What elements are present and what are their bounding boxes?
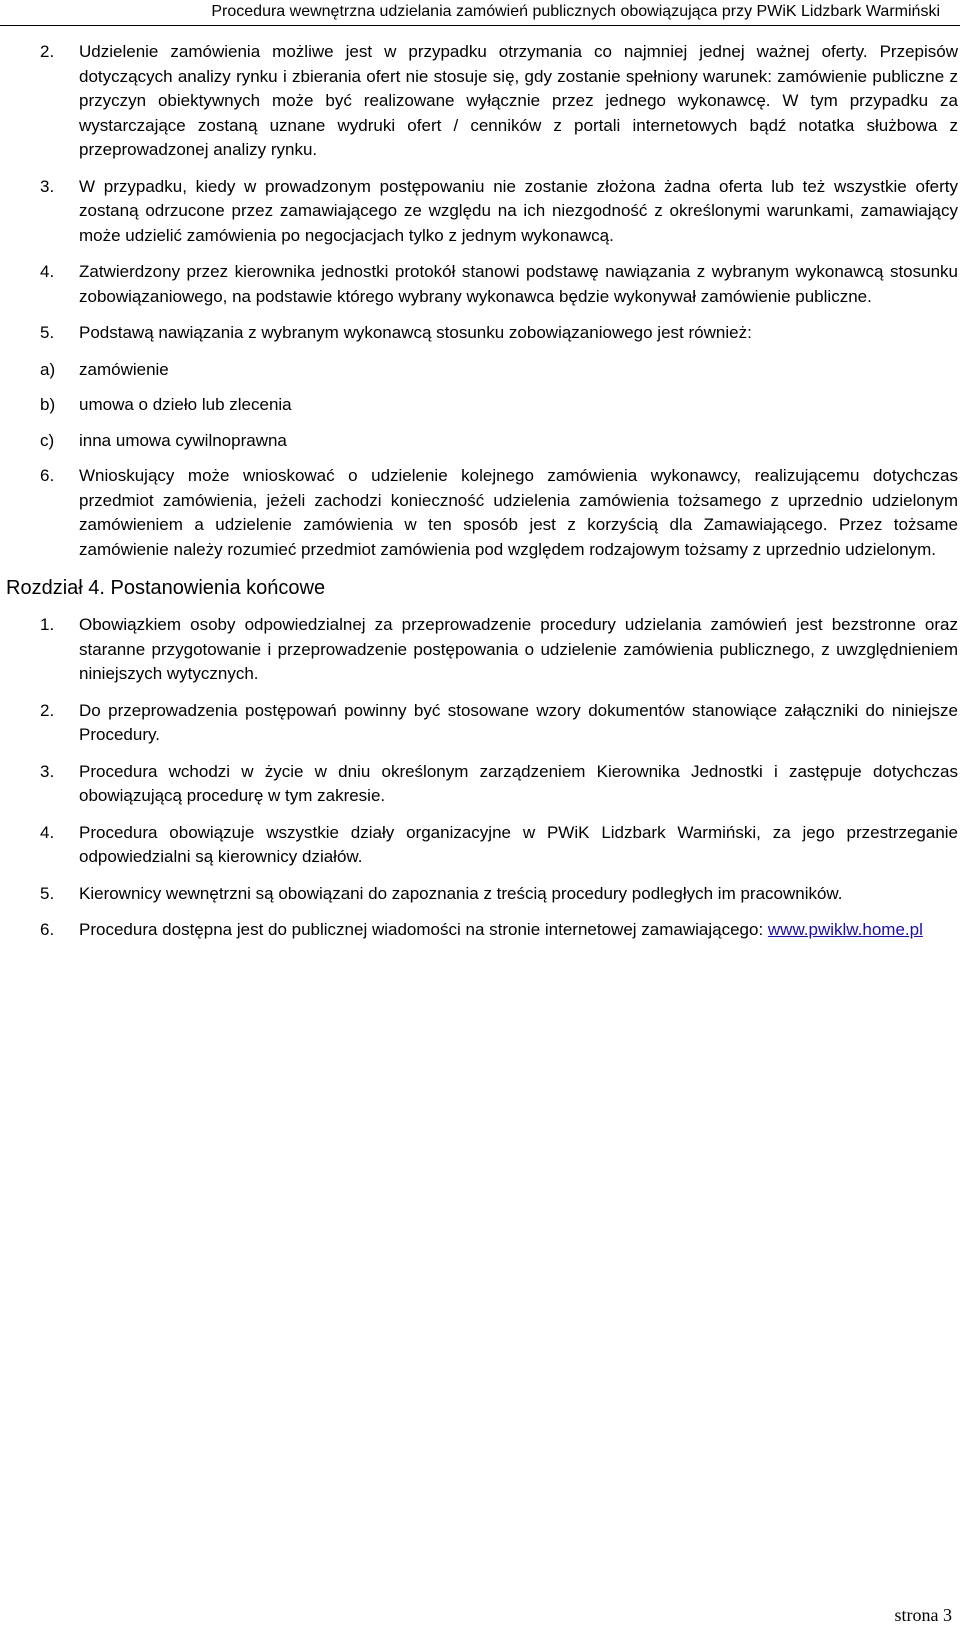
list-item	[0, 882, 960, 907]
sub-item-text: zamówienie	[79, 359, 169, 379]
list-item	[0, 821, 960, 870]
item-number: 2.	[40, 700, 55, 720]
item-number: 3.	[40, 176, 55, 196]
chapter-heading: Rozdział 4. Postanowienia końcowe	[6, 577, 326, 599]
item-number: 1.	[40, 615, 55, 634]
item-text: Zatwierdzony przez kierownika jednostki protokół stanowi podstawę nawiązania z wybranym wykonawcą stosunku zobowiązaniowego, na podstawie którego wybrany wykonawca będzie wykonywał zamówienie publiczne.	[79, 262, 958, 306]
item-number: 2.	[40, 42, 55, 61]
item-number: 5.	[40, 883, 55, 903]
sub-item-label: b)	[40, 395, 56, 414]
website-link[interactable]: www.pwiklw.home.pl	[767, 920, 923, 939]
sub-item-text: umowa o dzieło lub zlecenia	[79, 395, 292, 414]
item-text: Podstawą nawiązania z wybranym wykonawcą stosunku zobowiązaniowego jest również:	[79, 323, 752, 342]
list-item	[0, 321, 960, 346]
sub-item-label: c)	[40, 430, 55, 450]
list-item	[0, 699, 960, 748]
item-number: 3.	[40, 761, 55, 781]
sub-list-item	[0, 429, 960, 454]
item-number: 5.	[40, 323, 55, 342]
list-item	[0, 464, 960, 562]
page-number: strona 3	[894, 1605, 952, 1625]
item-number: 6.	[40, 920, 55, 939]
item-text: Procedura dostępna jest do publicznej wiadomości na stronie internetowej zamawiającego:	[79, 920, 764, 939]
item-text: Do przeprowadzenia postępowań powinny być stosowane wzory dokumentów stanowiące załączniki do niniejsze Procedury.	[79, 700, 958, 744]
item-text: Procedura obowiązuje wszystkie działy organizacyjne w PWiK Lidzbark Warmiński, za jego przestrzeganie odpowiedzialni są kierownicy działów.	[79, 822, 958, 866]
list-item	[0, 260, 960, 309]
item-number: 6.	[40, 466, 55, 485]
list-item	[0, 760, 960, 809]
item-text: W przypadku, kiedy w prowadzonym postępowaniu nie zostanie złożona żadna oferta lub też wszystkie oferty zostaną odrzucone przez zamawiającego ze względu na ich niezgodność z określonymi warunkami, zamawiający może udzielić zamówienia po negocjacjach tylko z jednym wykonawcą.	[79, 176, 958, 245]
sub-list-item	[0, 393, 960, 418]
item-number: 4.	[40, 822, 55, 842]
list-item	[0, 175, 960, 249]
sub-item-text: inna umowa cywilnoprawna	[79, 430, 287, 450]
document-body	[0, 40, 960, 955]
item-text: Wnioskujący może wnioskować o udzielenie kolejnego zamówienia wykonawcy, realizującemu dotychczas przedmiot zamówienia, jeżeli zachodzi konieczność udzielenia zamówienia tożsamego z uprzednio udzielonym zamówieniem a udzielenie zamówienia w ten sposób jest z korzyścią dla Zamawiającego. Przez tożsame zamówienie należy rozumieć przedmiot zamówienia pod względem rodzajowym tożsamy z uprzednio udzielonym.	[79, 466, 958, 559]
item-number: 4.	[40, 262, 55, 281]
item-text: Obowiązkiem osoby odpowiedzialnej za przeprowadzenie procedury udzielania zamówień jest bezstronne oraz staranne przygotowanie i przeprowadzenie postępowania o udzielenie zamówienia publicznego, z uwzględnieniem niniejszych wytycznych.	[79, 615, 958, 683]
item-text: Kierownicy wewnętrzni są obowiązani do zapoznania z treścią procedury podległych im pracowników.	[79, 883, 843, 903]
item-text-with-link	[79, 918, 958, 943]
item-text: Udzielenie zamówienia możliwe jest w przypadku otrzymania co najmniej jednej ważnej oferty. Przepisów dotyczących analizy rynku i zbierania ofert nie stosuje się, gdy zostanie spełniony warunek: zamówienie publiczne z przyczyn obiektywnych może być realizowane wyłącznie przez jednego wykonawcę. W tym przypadku za wystarczające zostaną uznane wydruki ofert / cenników z portali internetowych bądź notatka służbowa z przeprowadzonej analizy rynku.	[79, 42, 958, 159]
sub-item-label: a)	[40, 359, 56, 379]
list-item	[0, 40, 960, 163]
sub-list-item	[0, 358, 960, 383]
running-header: Procedura wewnętrzna udzielania zamówień publicznych obowiązująca przy PWiK Lidzbark Warmiński	[0, 0, 960, 26]
list-item	[0, 918, 960, 943]
item-text: Procedura wchodzi w życie w dniu określonym zarządzeniem Kierownika Jednostki i zastępuje dotychczas obowiązującą procedurę w tym zakresie.	[79, 761, 958, 805]
list-item	[0, 613, 960, 687]
